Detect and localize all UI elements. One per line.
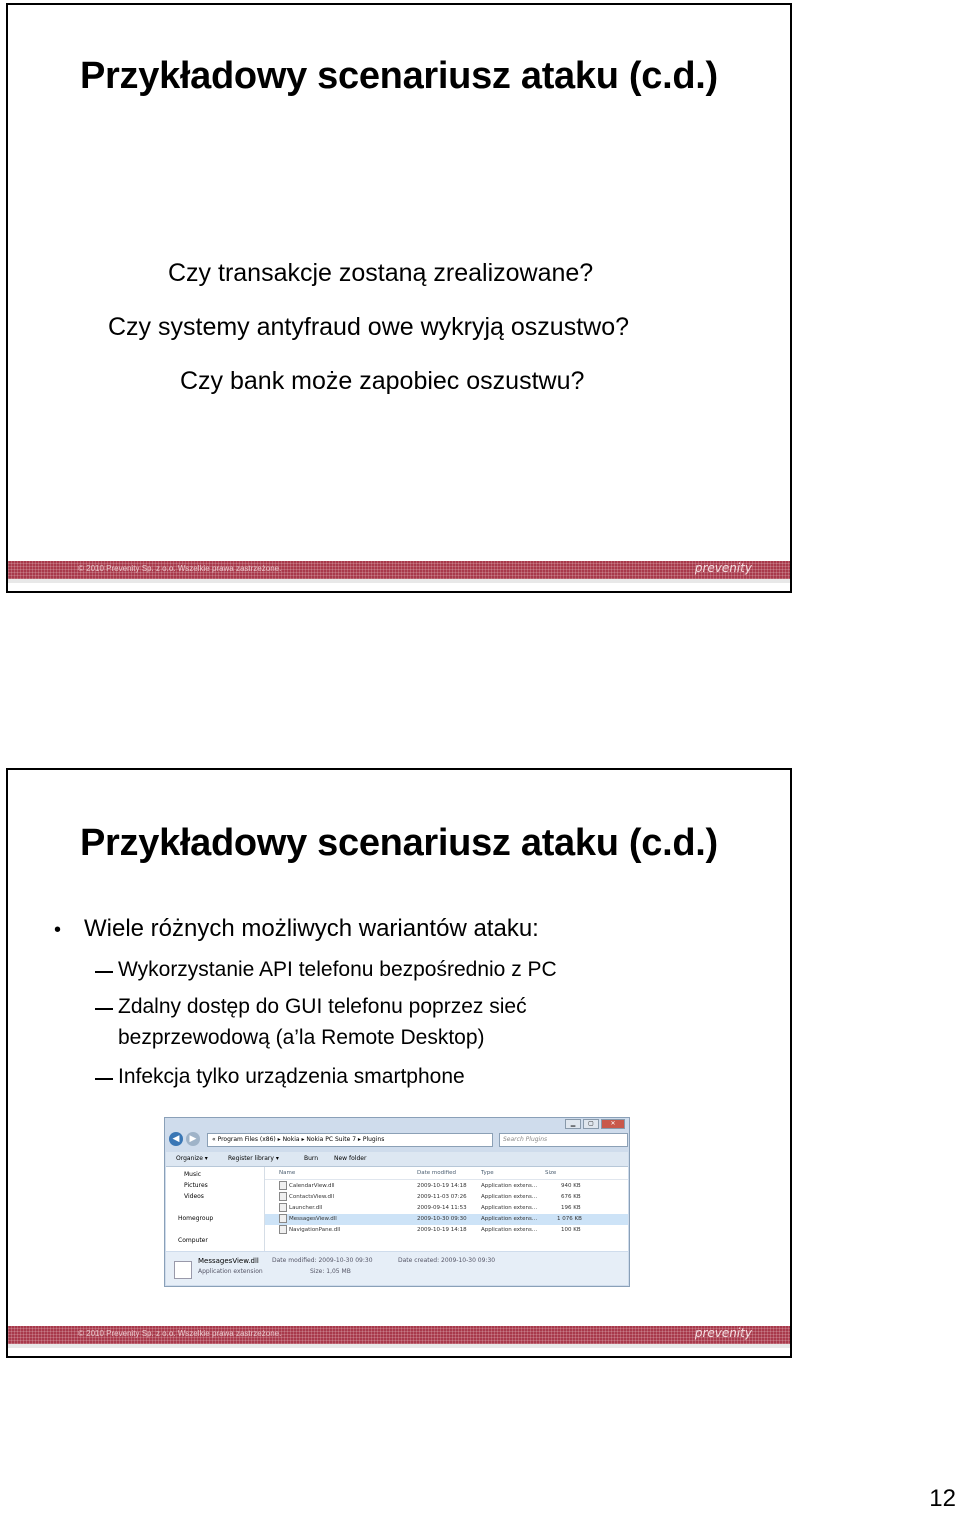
burn-button[interactable]: Burn: [304, 1155, 319, 1162]
details-pane: [166, 1252, 628, 1285]
table-row-selected[interactable]: MessagesView.dll 2009-10-30 09:30 Application extens... 1 076 KB: [265, 1214, 628, 1225]
column-type[interactable]: Type: [481, 1170, 494, 1176]
question-3: Czy bank może zapobiec oszustwu?: [180, 367, 585, 395]
question-1: Czy transakcje zostaną zrealizowane?: [168, 259, 594, 287]
file-icon: [279, 1225, 287, 1234]
bullet-main: [54, 915, 539, 943]
footer-copyright: © 2010 Prevenity Sp. z o.o. Wszelkie prawa zastrzeżone.: [78, 564, 282, 573]
column-date-modified[interactable]: Date modified: [417, 1170, 456, 1176]
footer-strip: [8, 579, 790, 583]
explorer-toolbar: [166, 1152, 628, 1167]
nav-item-computer[interactable]: Computer: [178, 1237, 208, 1244]
sub-bullet-3: Infekcja tylko urządzenia smartphone: [118, 1065, 465, 1088]
dash-icon: [95, 1078, 113, 1080]
close-icon[interactable]: ✕: [601, 1119, 625, 1129]
sub-bullet-2: Zdalny dostęp do GUI telefonu poprzez sieć: [118, 995, 527, 1018]
organize-button[interactable]: Organize ▾: [176, 1155, 208, 1162]
maximize-icon[interactable]: ▢: [583, 1119, 599, 1129]
file-list: [265, 1167, 628, 1251]
file-icon: [279, 1181, 287, 1190]
slide-footer: [8, 561, 790, 579]
details-date-modified: Date modified: 2009-10-30 09:30: [272, 1257, 373, 1264]
minimize-icon[interactable]: ▁: [565, 1119, 581, 1129]
page-number: 12: [929, 1485, 956, 1512]
table-row[interactable]: NavigationPane.dll 2009-10-19 14:18 Application extens... 100 KB: [265, 1225, 628, 1236]
new-folder-button[interactable]: New folder: [334, 1155, 367, 1162]
dash-icon: [95, 1008, 113, 1010]
slide-footer: [8, 1326, 790, 1344]
table-row[interactable]: CalendarView.dll 2009-10-19 14:18 Application extens... 940 KB: [265, 1181, 628, 1192]
nav-item-homegroup[interactable]: Homegroup: [178, 1215, 214, 1222]
table-row[interactable]: ContactsView.dll 2009-11-03 07:26 Application extens... 676 KB: [265, 1192, 628, 1203]
nav-item-videos[interactable]: Videos: [184, 1193, 204, 1200]
details-date-created: Date created: 2009-10-30 09:30: [398, 1257, 496, 1264]
footer-strip: [8, 1344, 790, 1348]
navigation-pane: [166, 1167, 265, 1251]
details-file-kind: Application extension: [198, 1268, 263, 1275]
footer-copyright: © 2010 Prevenity Sp. z o.o. Wszelkie prawa zastrzeżone.: [78, 1329, 282, 1338]
address-row: [169, 1132, 625, 1148]
column-name[interactable]: Name: [279, 1170, 296, 1176]
table-row[interactable]: Launcher.dll 2009-09-14 11:53 Application extens... 196 KB: [265, 1203, 628, 1214]
nav-item-music[interactable]: Music: [184, 1171, 202, 1178]
prevenity-logo: prevenity: [694, 1326, 752, 1340]
dash-icon: [95, 971, 113, 973]
details-size: Size: 1,05 MB: [310, 1268, 351, 1275]
window-controls: [565, 1119, 625, 1129]
prevenity-logo: prevenity: [694, 561, 752, 575]
question-2: Czy systemy antyfraud owe wykryją oszustwo?: [108, 313, 630, 341]
slide-title: Przykładowy scenariusz ataku (c.d.): [80, 55, 718, 97]
slide-2: [6, 768, 792, 1358]
explorer-window-screenshot: [164, 1117, 630, 1287]
register-library-button[interactable]: Register library ▾: [228, 1155, 279, 1162]
column-headers: [265, 1167, 628, 1180]
sub-bullet-2-continued: bezprzewodową (a’la Remote Desktop): [118, 1026, 485, 1049]
nav-item-pictures[interactable]: Pictures: [184, 1182, 208, 1189]
slide-1: [6, 3, 792, 593]
search-input[interactable]: Search Plugins: [499, 1133, 628, 1147]
file-icon: [279, 1214, 287, 1223]
bullet-icon: •: [54, 919, 62, 941]
file-icon: [279, 1203, 287, 1212]
slide-title: Przykładowy scenariusz ataku (c.d.): [80, 822, 718, 864]
back-arrow-icon[interactable]: ◀: [169, 1132, 183, 1146]
file-icon: [279, 1192, 287, 1201]
details-file-name: MessagesView.dll: [198, 1257, 259, 1265]
bullet-text: Wiele różnych możliwych wariantów ataku:: [84, 915, 539, 942]
address-bar[interactable]: « Program Files (x86) ▸ Nokia ▸ Nokia PC Suite 7 ▸ Plugins: [207, 1133, 493, 1147]
file-preview-icon: [174, 1261, 192, 1279]
forward-arrow-icon[interactable]: ▶: [186, 1132, 200, 1146]
column-size[interactable]: Size: [545, 1170, 557, 1176]
sub-bullet-1: Wykorzystanie API telefonu bezpośrednio z PC: [118, 958, 557, 981]
